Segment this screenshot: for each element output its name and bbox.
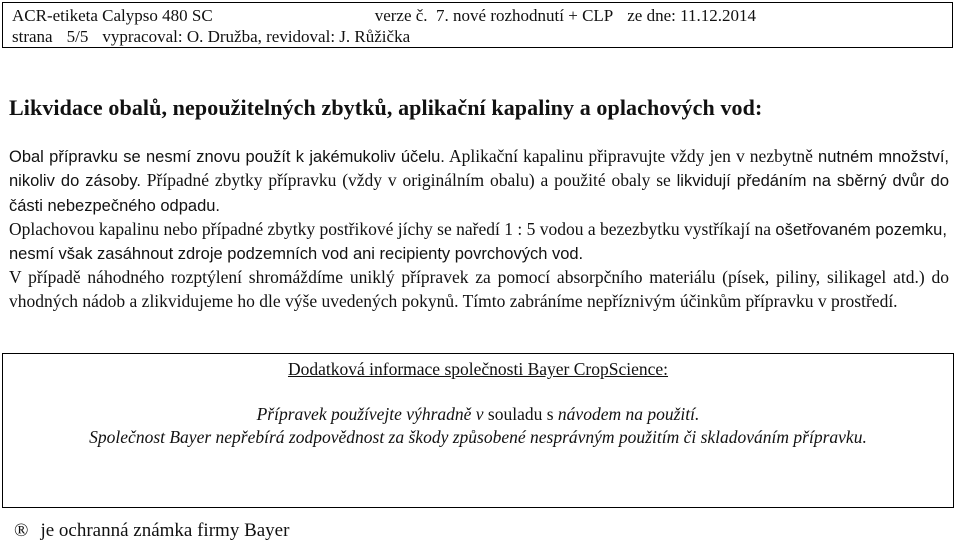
trademark-text: je ochranná známka firmy Bayer bbox=[40, 520, 290, 541]
header-line-2 bbox=[12, 26, 952, 47]
text-run: Společnost Bayer nepřebírá zodpovědnost za škody způsobené nesprávným použitím či skladováním přípravku. bbox=[89, 427, 867, 447]
trademark-note bbox=[14, 520, 289, 542]
text-run: Oplachovou kapalinu nebo případné zbytky postřikové jíchy se naředí 1 : 5 vodou a bezezbytku vystříkají na bbox=[9, 218, 776, 239]
text-run: návodem na použití. bbox=[557, 404, 700, 424]
text-run: ošetřovaném pozemku, nesmí však zasáhnout zdroje podzemních vod ani recipienty povrchových vod. bbox=[9, 220, 947, 264]
text-run: Aplikační kapalinu připravujte vždy jen v nezbytně bbox=[444, 146, 819, 166]
page-number: 5/5 bbox=[66, 27, 89, 46]
text-run: Případné zbytky přípravku (vždy v originálním obalu) a použité obaly se bbox=[140, 170, 677, 191]
paragraph-spill: V případě náhodného rozptýlení shromáždíme uniklý přípravek za pomocí absorpčního materiálu (písek, piliny, silikagel atd.) do vhodných nádob a zlikvidujeme ho dle výše uvedených pokynů. Tímto zabráníme nepříznivým účinkům přípravku v prostředí. bbox=[9, 267, 949, 311]
version-info: verze č. 7. nové rozhodnutí + CLP bbox=[374, 6, 614, 25]
text-run: souladu s bbox=[483, 404, 558, 424]
bayer-info-line-1 bbox=[3, 404, 953, 425]
text-run: nutném množství, nikoliv do zásoby. bbox=[9, 148, 949, 191]
bayer-info-title: Dodatková informace společnosti Bayer CropScience: bbox=[287, 359, 669, 379]
text-run: Obal přípravku se nesmí znovu použít k jakémukoliv účelu. bbox=[9, 148, 445, 166]
text-run: Přípravek používejte výhradně v bbox=[256, 404, 484, 424]
paragraph-rinse-liquid bbox=[9, 218, 949, 267]
prepared-by: vypracoval: O. Družba, revidoval: J. Růžička bbox=[102, 27, 411, 46]
registered-icon: ® bbox=[14, 520, 29, 541]
paragraph-containers bbox=[9, 145, 949, 218]
document-header bbox=[2, 2, 953, 48]
revision-date: ze dne: 11.12.2014 bbox=[627, 6, 756, 25]
bayer-info-box bbox=[2, 353, 954, 508]
section-title: Likvidace obalů, nepoužitelných zbytků, aplikační kapaliny a oplachových vod: bbox=[9, 95, 763, 120]
header-line-1 bbox=[12, 5, 952, 26]
bayer-info-line-2 bbox=[3, 427, 953, 448]
page-label: strana bbox=[12, 27, 53, 46]
text-run: likvidují předáním na sběrný dvůr do části nebezpečného odpadu. bbox=[9, 172, 950, 215]
doc-title: ACR-etiketa Calypso 480 SC bbox=[12, 6, 213, 25]
disposal-text bbox=[9, 145, 949, 313]
